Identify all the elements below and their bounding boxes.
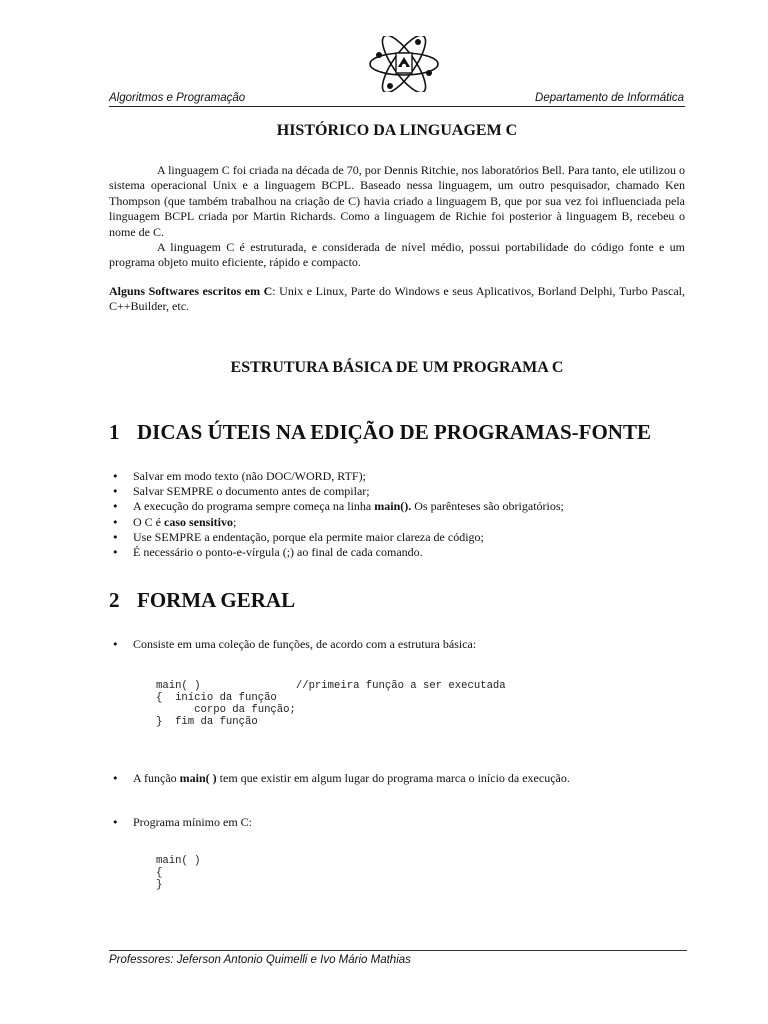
list-item: • O C é caso sensitivo; <box>109 515 685 530</box>
footer-professors: Professores: Jeferson Antonio Quimelli e Ivo Mário Mathias <box>109 954 411 966</box>
atom-logo-icon <box>366 36 442 92</box>
list-item: • Programa mínimo em C: <box>109 815 685 830</box>
software-label: Alguns Softwares escritos em C <box>109 284 273 298</box>
list-item: • Use SEMPRE a endentação, porque ela permite maior clareza de código; <box>109 530 685 545</box>
list-item: • Salvar SEMPRE o documento antes de compilar; <box>109 484 685 499</box>
section-2-number: 2 <box>109 588 120 612</box>
structure-title: ESTRUTURA BÁSICA DE UM PROGRAMA C <box>230 359 564 376</box>
section-2-title: FORMA GERAL <box>137 588 296 612</box>
header-divider <box>109 106 685 107</box>
code-block-minimal: main( ) { } <box>156 855 201 891</box>
header-course: Algoritmos e Programação <box>109 92 246 104</box>
section-1-number: 1 <box>109 420 120 444</box>
main-function-keyword: main( ) <box>179 771 217 785</box>
list-item: • É necessário o ponto-e-vírgula (;) ao final de cada comando. <box>109 545 685 560</box>
code-block-structure: main( ) //primeira função a ser executada { início da função corpo da função; } fim da função <box>156 680 506 728</box>
history-title: HISTÓRICO DA LINGUAGEM C <box>276 122 518 139</box>
software-paragraph <box>109 284 685 315</box>
list-item: • A execução do programa sempre começa na linha main(). Os parênteses são obrigatórios; <box>109 499 685 514</box>
software-list: : Unix e Linux, Parte do Windows e seus Aplicativos, Borland Delphi, Turbo Pascal, C++Builder, etc. <box>109 284 685 314</box>
tips-list <box>109 469 685 560</box>
history-paragraph-2: A linguagem C é estruturada, e considerada de nível médio, possui portabilidade do código fonte e um programa objeto muito eficiente, rápido e compacto. <box>109 240 685 270</box>
general-form-list <box>109 637 685 652</box>
history-paragraph-1: A linguagem C foi criada na década de 70, por Dennis Ritchie, nos laboratórios Bell. Para tanto, ele utilizou o sistema operacional Unix e a linguagem BCPL. Baseado nessa linguagem, um outro pesquisador, chamado Ken Thompson (que também trabalhou na criação de C) havia criado a linguagem B, que por sua vez foi influenciada pela linguagem BCPL criada por Martin Richards. Como a linguagem de Richie foi posterior à linguagem B, recebeu o nome de C. <box>109 163 685 239</box>
main-function-list <box>109 771 685 786</box>
section-1-title: DICAS ÚTEIS NA EDIÇÃO DE PROGRAMAS-FONTE <box>137 420 651 444</box>
list-item: • A função main( ) tem que existir em algum lugar do programa marca o início da execução. <box>109 771 685 786</box>
header-department: Departamento de Informática <box>535 92 684 104</box>
case-sensitive-keyword: caso sensitivo <box>164 514 233 529</box>
main-keyword: main(). <box>374 499 412 514</box>
section-2-heading <box>109 588 295 613</box>
footer-divider <box>109 950 687 951</box>
minimal-program-list <box>109 815 685 830</box>
list-item: • Consiste em uma coleção de funções, de acordo com a estrutura básica: <box>109 637 685 652</box>
section-1-heading <box>109 420 651 445</box>
list-item: • Salvar em modo texto (não DOC/WORD, RTF); <box>109 469 685 484</box>
